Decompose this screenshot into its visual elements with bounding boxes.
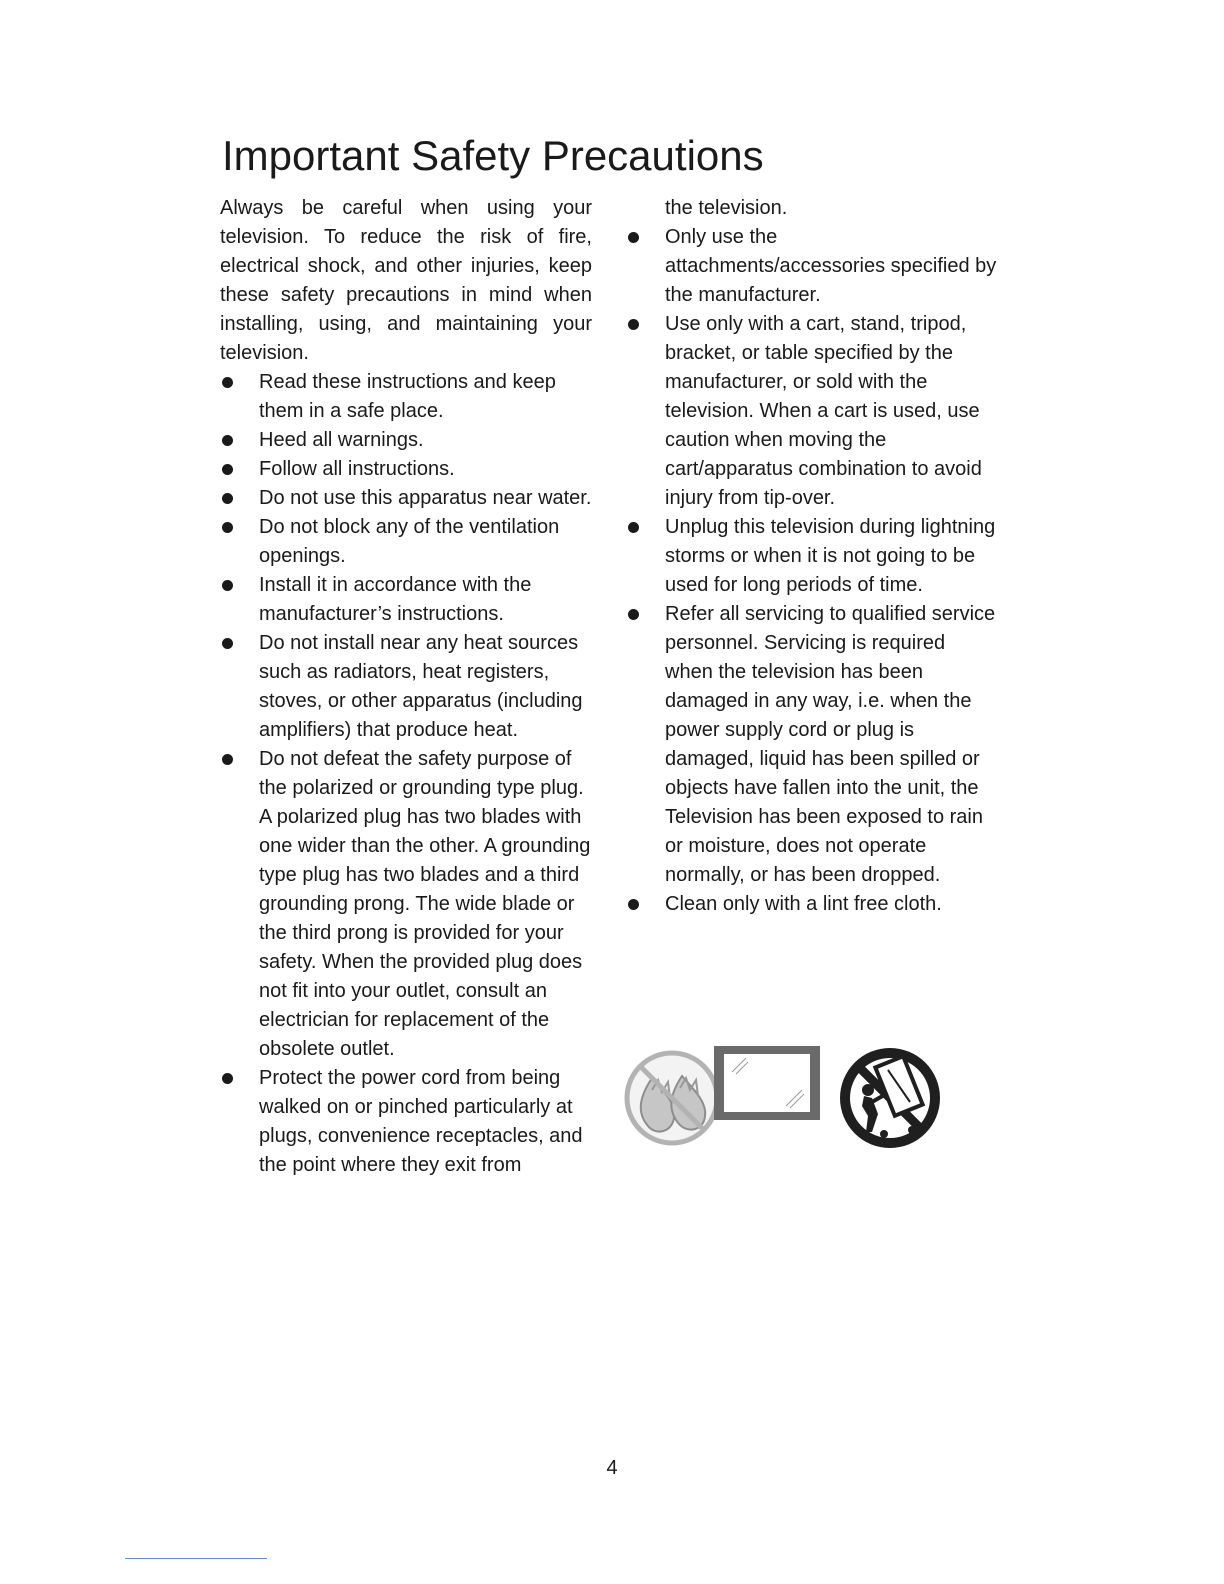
list-item: Clean only with a lint free cloth. (626, 890, 998, 919)
intro-paragraph: Always be careful when using your television. To reduce the risk of fire, electrical shock, and other injuries, keep these safety precautions in mind when installing, using, and maintaining your television. (220, 197, 592, 364)
list-item: Refer all servicing to qualified service personnel. Servicing is required when the television has been damaged in any way, i.e. when the power supply cord or plug is damaged, liquid has been spilled or objects have fallen into the unit, the Television has been exposed to rain or moisture, does not operate normally, or has been dropped. (626, 600, 998, 890)
list-item: Install it in accordance with the manufacturer’s instructions. (220, 571, 592, 629)
list-item: Heed all warnings. (220, 426, 592, 455)
list-item: Follow all instructions. (220, 455, 592, 484)
safety-warning-figure (622, 1040, 952, 1160)
bullet-icon (628, 522, 639, 533)
list-item: Do not block any of the ventilation openings. (220, 513, 592, 571)
page-number: 4 (606, 1457, 618, 1479)
bullet-icon (628, 232, 639, 243)
bullet-icon (628, 609, 639, 620)
list-item: Read these instructions and keep them in a safe place. (220, 368, 592, 426)
tv-screen-icon (714, 1046, 820, 1120)
bullet-icon (222, 1073, 233, 1084)
bullet-icon (222, 522, 233, 533)
bullet-icon (628, 899, 639, 910)
bullet-icon (222, 754, 233, 765)
bullet-icon (222, 638, 233, 649)
bullet-icon (628, 319, 639, 330)
bullet-icon (222, 464, 233, 475)
list-item: Protect the power cord from being walked on or pinched particularly at plugs, convenience receptacles, and the point where they exit from (220, 1064, 592, 1180)
list-item: Do not use this apparatus near water. (220, 484, 592, 513)
continued-text: the television. (665, 197, 788, 219)
list-item: Use only with a cart, stand, tripod, bracket, or table specified by the manufacturer, or sold with the television. When a cart is used, use caution when moving the cart/apparatus combination to avoid injury from tip-over. (626, 310, 998, 513)
footer-divider (125, 1558, 267, 1559)
list-item: Unplug this television during lightning storms or when it is not going to be used for long periods of time. (626, 513, 998, 600)
list-item: Only use the attachments/accessories specified by the manufacturer. (626, 223, 998, 310)
left-column (220, 194, 592, 1180)
bullet-icon (222, 580, 233, 591)
right-column (626, 194, 998, 919)
list-item: Do not defeat the safety purpose of the polarized or grounding type plug. A polarized plug has two blades with one wider than the other. A grounding type plug has two blades and a third grounding prong. The wide blade or the third prong is provided for your safety. When the provided plug does not fit into your outlet, consult an electrician for replacement of the obsolete outlet. (220, 745, 592, 1064)
page-title: Important Safety Precautions (222, 132, 764, 179)
right-bullet-list (626, 223, 998, 919)
left-bullet-list (220, 368, 592, 1180)
no-water-fire-icon (627, 1053, 717, 1143)
list-item: Do not install near any heat sources such as radiators, heat registers, stoves, or other apparatus (including amplifiers) that produce heat. (220, 629, 592, 745)
bullet-icon (222, 435, 233, 446)
cart-tip-over-warning-icon (840, 1048, 940, 1148)
bullet-icon (222, 377, 233, 388)
bullet-icon (222, 493, 233, 504)
